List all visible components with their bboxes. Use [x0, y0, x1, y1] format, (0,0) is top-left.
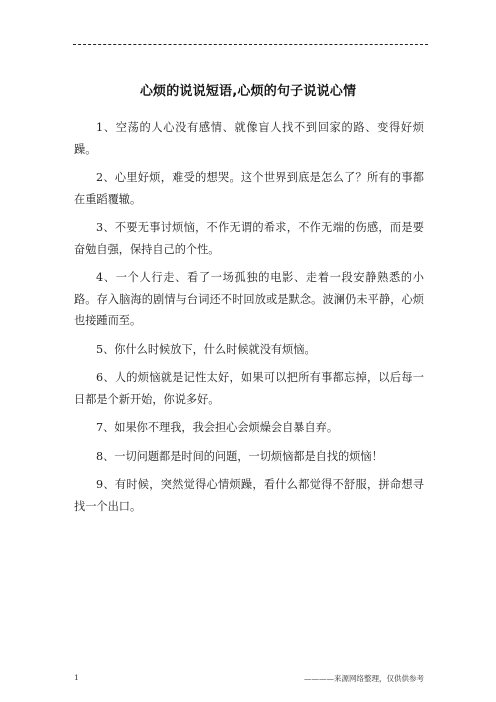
paragraph-6: 6、人的烦恼就是记性太好，如果可以把所有事都忘掉，以后每一日都是个新开始，你说多好。	[74, 371, 424, 406]
paragraph-4: 4、一个人行走、看了一场孤独的电影、走着一段安静熟悉的小路。存入脑海的剧情与台词还不时回放或是默念。波澜仍未平静，心烦也接踵而至。	[74, 271, 424, 327]
paragraph-5: 5、你什么时候放下，什么时候就没有烦恼。	[96, 342, 316, 356]
paragraph-2: 2、心里好烦，难受的想哭。这个世界到底是怎么了？所有的事都在重蹈覆辙。	[74, 171, 424, 206]
document-body	[74, 117, 424, 524]
page-footer	[74, 673, 424, 687]
document-title: 心烦的说说短语,心烦的句子说说心情	[139, 84, 357, 99]
paragraph-9: 9、有时候，突然觉得心情烦躁，看什么都觉得不舒服，拼命想寻找一个出口。	[74, 478, 424, 513]
footer-source-note: ————来源网络整理，仅供供参考	[304, 674, 424, 683]
paragraph-8: 8、一切问题都是时间的问题，一切烦恼都是自找的烦恼！	[96, 449, 383, 463]
page-number: 1	[74, 673, 79, 682]
paragraph-1: 1、空荡的人心没有感情、就像盲人找不到回家的路、变得好烦躁。	[74, 121, 424, 156]
paragraph-3: 3、不要无事讨烦恼，不作无谓的希求，不作无端的伤感，而是要奋勉自强，保持自己的个性。	[74, 221, 424, 256]
header-dashed-rule	[73, 44, 428, 45]
paragraph-7: 7、如果你不理我，我会担心会烦燥会自暴自弃。	[96, 421, 339, 434]
